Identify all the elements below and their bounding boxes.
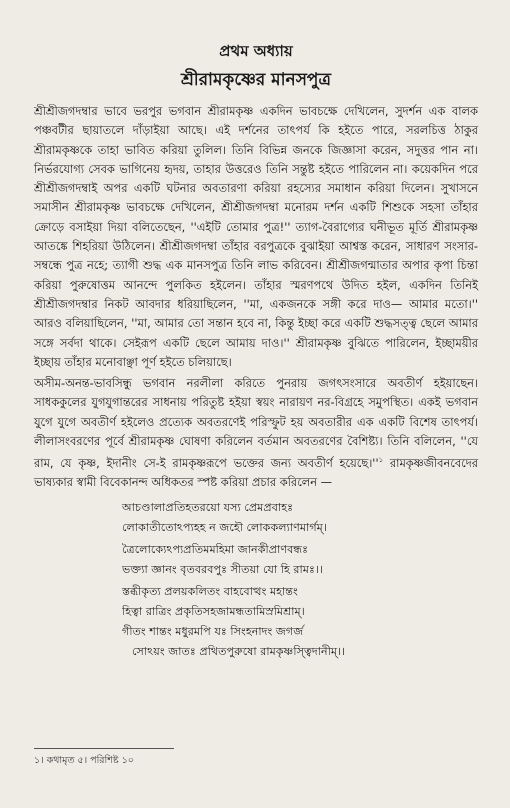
paragraph-2 bbox=[34, 374, 478, 493]
footnote-divider bbox=[34, 748, 174, 749]
paragraph-1: শ্রীশ্রীজগদম্বার ভাবে ভরপুর ভগবান শ্রীরামকৃষ্ণ একদিন ভাবচক্ষে দেখিলেন, সুদর্শন এক বালক পঞ্চবটীর ছায়াতলে দাঁড়াইয়া আছে। এই দর্শনের তাৎপর্য কি হইতে পারে, সরলচিত্ত ঠাকুর শ্রীরামকৃষ্ণকে তাহা ভাবিত করিয়া তুলিল। তিনি বিভিন্ন জনকে জিজ্ঞাসা করেন, সদুত্তর পান না। নির্ভরযোগ্য সেবক ভাগিনেয় হৃদয়, তাহার উত্তরেও তিনি সন্তুষ্ট হইতে পারিলেন না। কয়েকদিন পরে শ্রীশ্রীজগদম্বাই অপর একটি ঘটনার অবতারণা করিয়া রহস্যের সমাধান করিয়া দিলেন। সুখাসনে সমাসীন শ্রীরামকৃষ্ণ ভাবচক্ষে দেখিলেন, শ্রীশ্রীজগদম্বা মনোরম দর্শন একটি শিশুকে সহসা তাঁহার ক্রোড়ে বসাইয়া দিয়া বলিতেছেন, ''এইটি তোমার পুত্র!'' ত্যাগ-বৈরাগ্যের ঘনীভূত মূর্তি শ্রীরামকৃষ্ণ আতঙ্কে শিহরিয়া উঠিলেন। শ্রীশ্রীজগদম্বা তাঁহার বরপুত্রকে বুঝাইয়া আশ্বস্ত করেন, সাধারণ সংসার-সম্বন্ধে পুত্র নহে; ত্যাগী শুদ্ধ এক মানসপুত্র তিনি লাভ করিবেন। শ্রীশ্রীজগন্মাতার অপার কৃপা চিন্তা করিয়া পুরুষোত্তম আনন্দে পুলকিত হইলেন। তাঁহার স্মরণপথে উদিত হইল, একদিন তিনিই শ্রীশ্রীজগদম্বার নিকট আবদার ধরিয়াছিলেন, ''মা, একজনকে সঙ্গী করে দাও— আমার মতো।'' আরও বলিয়াছিলেন, ''মা, আমার তো সন্তান হবে না, কিন্তু ইচ্ছা করে একটি শুদ্ধসত্ত্ব ছেলে আমার সঙ্গে সর্বদা থাকে। সেইরূপ একটি ছেলে আমায় দাও।'' শ্রীরামকৃষ্ণ বুঝিতে পারিলেন, ইচ্ছাময়ীর ইচ্ছায় তাঁহার মনোবাঞ্ছা পূর্ণ হইতে চলিয়াছে। bbox=[34, 104, 478, 369]
footnote: ১। কথামৃত ৫। পরিশিষ্ট ১০ bbox=[34, 755, 134, 766]
footnote-marker: ১ bbox=[378, 456, 384, 465]
verse-line: গীতং শান্তং মধুরমপি যঃ সিংহনাদং জগর্জ bbox=[122, 624, 304, 638]
sanskrit-verse bbox=[122, 498, 478, 662]
verse-line: আচণ্ডালাপ্রতিহতরয়ো যস্য প্রেমপ্রবাহঃ bbox=[122, 500, 294, 514]
verse-line: ত্রৈলোক্যেঽপ্যপ্রতিমমহিমা জানকীপ্রাণবন্ধঃ bbox=[122, 542, 309, 556]
paragraph-2-tail: রামকৃষ্ণজীবনবেদের ভাষ্যকার স্বামী বিবেকানন্দ অধিকতর স্পষ্ট করিয়া প্রচার করিলেন — bbox=[34, 456, 478, 490]
verse-line: হিত্বা রাত্রিং প্রকৃতিসহজামন্ধতামিস্রমিশ্রাম্। bbox=[122, 604, 305, 618]
paragraph-2-text: অসীম-অনন্ত-ভাবসিন্ধু ভগবান নরলীলা করিতে পুনরায় জগৎসংসারে অবতীর্ণ হইয়াছেন। সাধককুলের যুগযুগান্তরের সাধনায় পরিতুষ্ট হইয়া স্বয়ং নারায়ণ নর-বিগ্রহে সমুপস্থিত। একই ভগবান যুগে যুগে অবতীর্ণ হইলেও প্রত্যেক অবতরণেই পরিস্ফুট হয় অবতারীর এক একটি বিশেষ তাৎপর্য। লীলাসংবরণের পূর্বে শ্রীরামকৃষ্ণ ঘোষণা করিলেন বর্তমান অবতরণের বৈশিষ্ট্য। তিনি বলিলেন, ''যে রাম, যে কৃষ্ণ, ইদানীং সে-ই রামকৃষ্ণরূপে ভক্তের জন্য অবতীর্ণ হয়েছে।'' bbox=[34, 376, 478, 471]
verse-line: সোঽয়ং জাতঃ প্রথিতপুরুষো রামকৃষ্ণস্ত্বিদানীম্।। bbox=[132, 644, 346, 658]
verse-line: লোকাতীতোঽপ্যহহ ন জহৌ লোককল্যাণমার্গম্। bbox=[122, 520, 327, 534]
title-wrap bbox=[34, 68, 478, 92]
body-text bbox=[34, 102, 478, 493]
chapter-title: শ্রীরামকৃষ্ণের মানসপুত্র bbox=[181, 70, 331, 90]
chapter-heading: প্রথম অধ্যায় bbox=[219, 42, 293, 60]
verse-line: স্তব্ধীকৃত্য প্রলয়কলিতং বাহবোত্থং মহান্তং bbox=[122, 584, 298, 598]
verse-line: ভক্ত্যা জ্ঞানং বৃতবরবপুঃ সীতয়া যো হি রামঃ।। bbox=[122, 562, 323, 576]
